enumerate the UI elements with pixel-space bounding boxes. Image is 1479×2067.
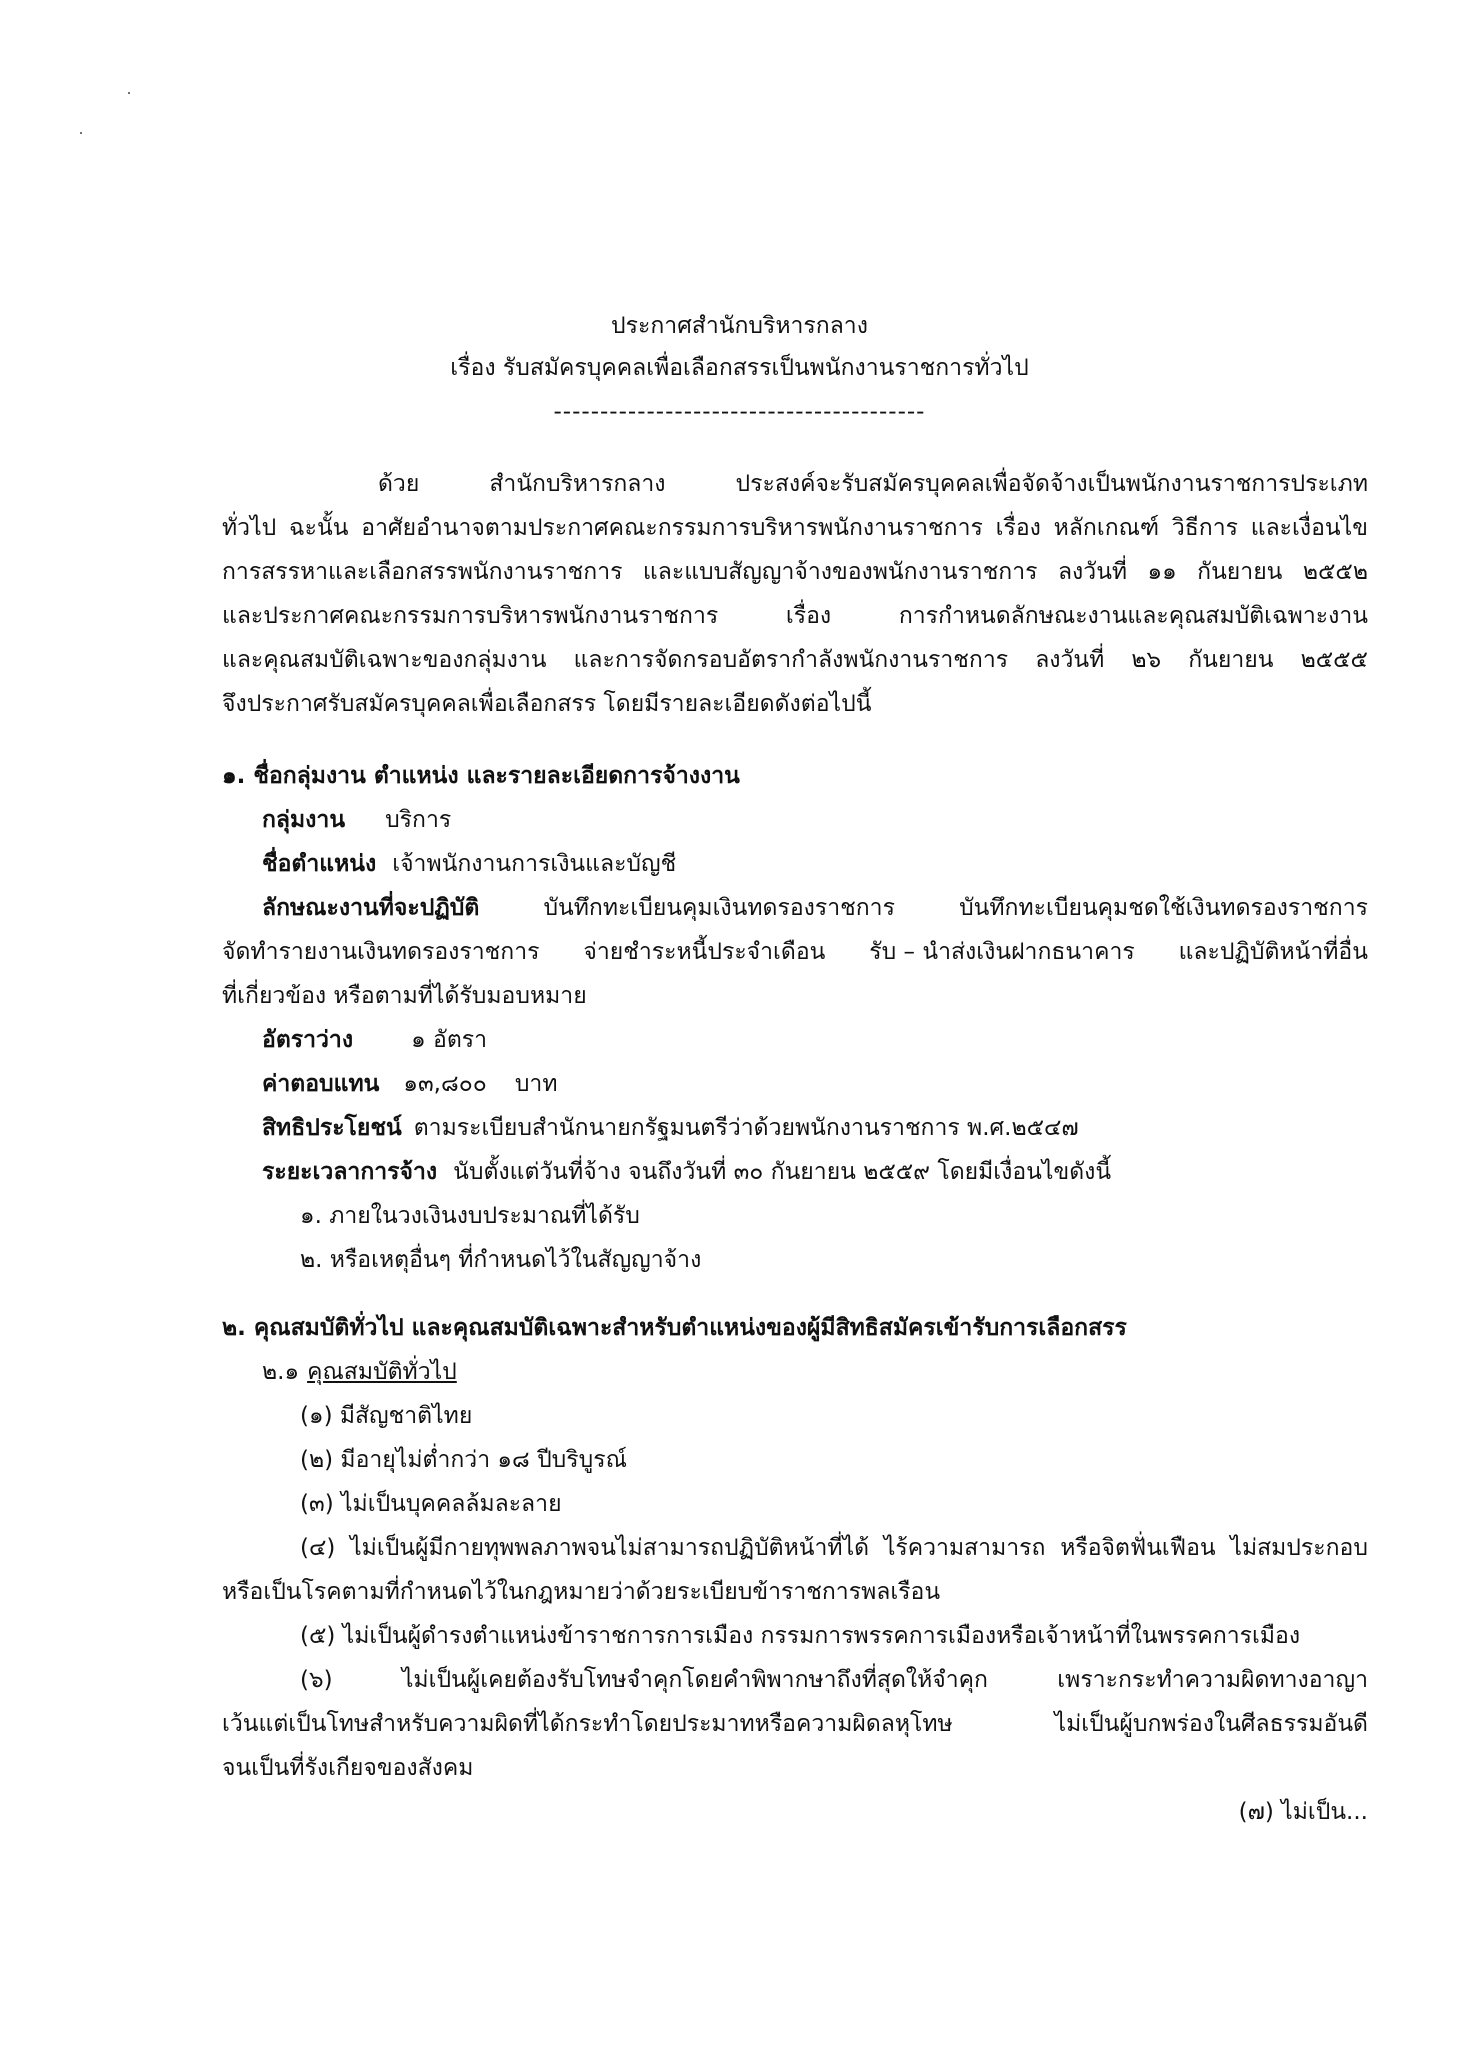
condition-1: ๑. ภายในวงเงินงบประมาณที่ได้รับ bbox=[300, 1203, 640, 1229]
pay-row bbox=[262, 1066, 558, 1102]
item-text: เว้นแต่เป็นโทษสำหรับความผิดที่ได้กระทำโดยประมาทหรือความผิดลหุโทษ bbox=[222, 1711, 953, 1737]
duty-line-3: ที่เกี่ยวข้อง หรือตามที่ได้รับมอบหมาย bbox=[222, 983, 587, 1009]
term-label: ระยะเวลาการจ้าง bbox=[262, 1159, 438, 1185]
qualification-6-line-1 bbox=[300, 1662, 1368, 1698]
intro-word: อาศัยอำนาจตามประกาศคณะกรรมการบริหารพนักงานราชการ bbox=[361, 515, 983, 541]
duty-text: บันทึกทะเบียนคุมชดใช้เงินทดรองราชการ bbox=[959, 895, 1368, 921]
pay-label: ค่าตอบแทน bbox=[262, 1071, 380, 1097]
subsection-title: คุณสมบัติทั่วไป bbox=[307, 1359, 457, 1385]
intro-line-1 bbox=[378, 466, 1368, 502]
pay-unit: บาท bbox=[514, 1071, 558, 1097]
intro-word: วิธีการ bbox=[1171, 515, 1238, 541]
intro-word: ลงวันที่ bbox=[1035, 647, 1105, 673]
benefit-value: ตามระเบียบสำนักนายกรัฐมนตรีว่าด้วยพนักงานราชการ พ.ศ.๒๕๔๗ bbox=[413, 1115, 1079, 1141]
job-group-label: กลุ่มงาน bbox=[262, 807, 346, 833]
term-row bbox=[262, 1154, 1111, 1190]
job-group-row bbox=[262, 802, 451, 838]
duty-text: จ่ายชำระหนี้ประจำเดือน bbox=[583, 939, 826, 965]
term-value: นับตั้งแต่วันที่จ้าง จนถึงวันที่ ๓๐ กันยายน ๒๕๕๙ โดยมีเงื่อนไขดังนี้ bbox=[453, 1159, 1112, 1185]
qualification-5: (๕) ไม่เป็นผู้ดำรงตำแหน่งข้าราชการการเมือง กรรมการพรรคการเมืองหรือเจ้าหน้าที่ในพรรคการเมือง bbox=[300, 1623, 1301, 1649]
intro-word: ๑๑ bbox=[1147, 559, 1177, 585]
intro-word: เรื่อง bbox=[995, 515, 1041, 541]
intro-word: และแบบสัญญาจ้างของพนักงานราชการ bbox=[642, 559, 1038, 585]
item-number: (๔) bbox=[300, 1535, 336, 1561]
duty-text: และปฏิบัติหน้าที่อื่น bbox=[1178, 939, 1368, 965]
subsection-number: ๒.๑ bbox=[262, 1359, 300, 1385]
intro-word: กันยายน bbox=[1188, 647, 1274, 673]
intro-word: ลงวันที่ bbox=[1057, 559, 1128, 585]
duty-text: รับ – นำส่งเงินฝากธนาคาร bbox=[869, 939, 1135, 965]
intro-word: ด้วย bbox=[378, 471, 420, 497]
intro-word: กันยายน bbox=[1197, 559, 1283, 585]
duty-line-2 bbox=[222, 934, 1368, 970]
header-separator: ---------------------------------------- bbox=[553, 399, 926, 425]
item-text: ไร้ความสามารถ bbox=[883, 1535, 1046, 1561]
position-row bbox=[262, 846, 676, 882]
intro-word: เรื่อง bbox=[785, 603, 832, 629]
vacancy-value: ๑ อัตรา bbox=[411, 1027, 488, 1053]
position-label: ชื่อตำแหน่ง bbox=[262, 851, 377, 877]
intro-word: หลักเกณฑ์ bbox=[1053, 515, 1160, 541]
intro-line-2 bbox=[222, 510, 1368, 546]
intro-word: ๒๕๕๒ bbox=[1302, 559, 1368, 585]
item-text: ไม่เป็นผู้มีกายทุพพลภาพจนไม่สามารถปฏิบัติหน้าที่ได้ bbox=[350, 1535, 870, 1561]
vacancy-label: อัตราว่าง bbox=[262, 1027, 354, 1053]
item-text: ไม่เป็นผู้บกพร่องในศีลธรรมอันดี bbox=[1054, 1711, 1368, 1737]
qualification-2: (๒) มีอายุไม่ต่ำกว่า ๑๘ ปีบริบูรณ์ bbox=[300, 1447, 627, 1473]
duty-text: จัดทำรายงานเงินทดรองราชการ bbox=[222, 939, 540, 965]
benefit-row bbox=[262, 1110, 1079, 1146]
qualification-4-line-2: หรือเป็นโรคตามที่กำหนดไว้ในกฎหมายว่าด้วยระเบียบข้าราชการพลเรือน bbox=[222, 1579, 941, 1605]
qualification-1: (๑) มีสัญชาติไทย bbox=[300, 1403, 473, 1429]
qualification-4-line-1 bbox=[300, 1530, 1368, 1566]
item-text: เพราะกระทำความผิดทางอาญา bbox=[1057, 1667, 1368, 1693]
qualification-6-line-2 bbox=[222, 1706, 1368, 1742]
announcement-subject: เรื่อง รับสมัครบุคคลเพื่อเลือกสรรเป็นพนักงานราชการทั่วไป bbox=[450, 355, 1029, 381]
intro-word: สำนักบริหารกลาง bbox=[489, 471, 666, 497]
duty-label: ลักษณะงานที่จะปฏิบัติ bbox=[262, 895, 480, 921]
intro-word: และการจัดกรอบอัตรากำลังพนักงานราชการ bbox=[573, 647, 1009, 673]
intro-line-3 bbox=[222, 554, 1368, 590]
duty-text: บันทึกทะเบียนคุมเงินทดรองราชการ bbox=[543, 895, 895, 921]
intro-word: ทั่วไป bbox=[222, 515, 277, 541]
subsection-2-1 bbox=[262, 1354, 457, 1390]
pay-value: ๑๓,๘๐๐ bbox=[403, 1071, 487, 1097]
continued-marker: (๗) ไม่เป็น... bbox=[1238, 1799, 1368, 1825]
intro-word: ประสงค์จะรับสมัครบุคคลเพื่อจัดจ้างเป็นพนักงานราชการประเภท bbox=[735, 471, 1368, 497]
intro-word: และคุณสมบัติเฉพาะของกลุ่มงาน bbox=[222, 647, 547, 673]
intro-word: ๒๖ bbox=[1131, 647, 1162, 673]
position-value: เจ้าพนักงานการเงินและบัญชี bbox=[392, 851, 677, 877]
intro-word: ๒๕๕๕ bbox=[1300, 647, 1368, 673]
intro-line-6: จึงประกาศรับสมัครบุคคลเพื่อเลือกสรร โดยมีรายละเอียดดังต่อไปนี้ bbox=[222, 691, 872, 717]
duty-line-1 bbox=[262, 890, 1368, 926]
section-2-heading: ๒. คุณสมบัติทั่วไป และคุณสมบัติเฉพาะสำหรับตำแหน่งของผู้มีสิทธิสมัครเข้ารับการเลือกสรร bbox=[222, 1315, 1127, 1341]
qualification-6-line-3: จนเป็นที่รังเกียจของสังคม bbox=[222, 1755, 474, 1781]
intro-word: การสรรหาและเลือกสรรพนักงานราชการ bbox=[222, 559, 623, 585]
condition-2: ๒. หรือเหตุอื่นๆ ที่กำหนดไว้ในสัญญาจ้าง bbox=[300, 1247, 702, 1273]
item-text: ไม่สมประกอบ bbox=[1230, 1535, 1368, 1561]
item-text: หรือจิตฟั่นเฟือน bbox=[1060, 1535, 1216, 1561]
intro-line-4 bbox=[222, 598, 1368, 634]
vacancy-row bbox=[262, 1022, 487, 1058]
item-text: ไม่เป็นผู้เคยต้องรับโทษจำคุกโดยคำพิพากษาถึงที่สุดให้จำคุก bbox=[401, 1667, 988, 1693]
qualification-3: (๓) ไม่เป็นบุคคลล้มละลาย bbox=[300, 1491, 562, 1517]
announcement-agency: ประกาศสำนักบริหารกลาง bbox=[611, 313, 868, 339]
item-number: (๖) bbox=[300, 1667, 333, 1693]
intro-word: และเงื่อนไข bbox=[1250, 515, 1368, 541]
intro-word: การกำหนดลักษณะงานและคุณสมบัติเฉพาะงาน bbox=[898, 603, 1368, 629]
section-1-heading: ๑. ชื่อกลุ่มงาน ตำแหน่ง และรายละเอียดการจ้างงาน bbox=[222, 763, 740, 789]
intro-line-5 bbox=[222, 642, 1368, 678]
intro-word: และประกาศคณะกรรมการบริหารพนักงานราชการ bbox=[222, 603, 719, 629]
benefit-label: สิทธิประโยชน์ bbox=[262, 1115, 402, 1141]
intro-word: ฉะนั้น bbox=[289, 515, 349, 541]
job-group-value: บริการ bbox=[385, 807, 452, 833]
